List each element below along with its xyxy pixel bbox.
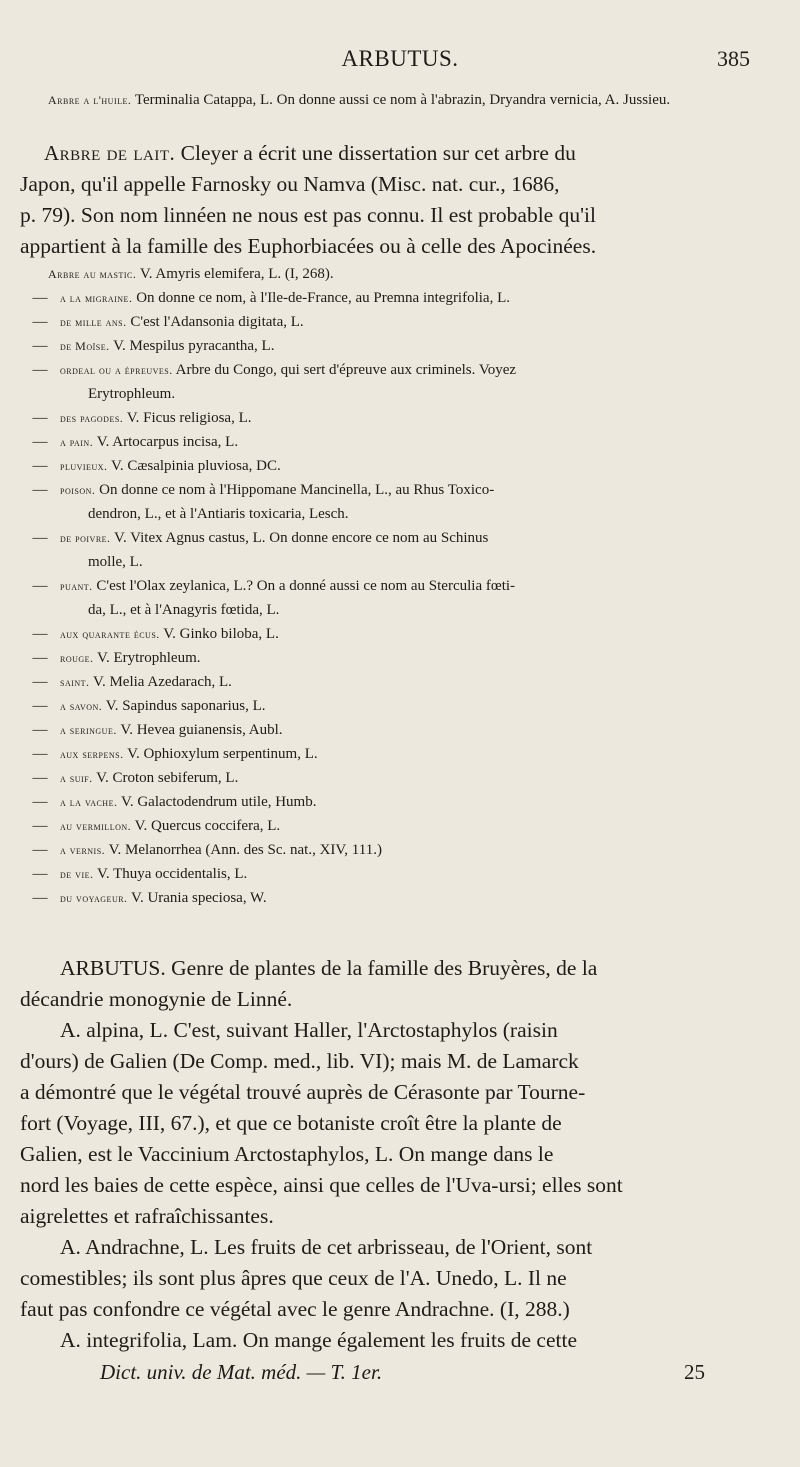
list-item — [20, 886, 772, 910]
list-item — [20, 718, 772, 742]
entry-lead: pluvieux. — [60, 459, 108, 473]
dash-mark: — — [32, 650, 48, 666]
entry-lead: de Moïse. — [60, 339, 110, 353]
article-line: A. alpina, L. C'est, suivant Haller, l'Arctostaphylos (raisin — [60, 1018, 558, 1042]
list-item — [20, 310, 772, 334]
entry-text: Arbre du Congo, qui sert d'épreuve aux criminels. Voyez — [175, 362, 517, 378]
article-line: Galien, est le Vaccinium Arctostaphylos, L. On mange dans le — [20, 1142, 554, 1166]
entry-lead: de mille ans. — [60, 315, 127, 329]
entry-line: Japon, qu'il appelle Farnosky ou Namva (Misc. nat. cur., 1686, — [20, 172, 560, 196]
dash-mark: — — [32, 770, 48, 786]
list-item — [20, 286, 772, 310]
entry-lead: de vie. — [60, 867, 94, 881]
entry-lead: aux serpens. — [60, 747, 124, 761]
entry-arbre-de-lait — [20, 138, 772, 262]
dash-mark: — — [32, 362, 48, 378]
entry-text: V. Melia Azedarach, L. — [93, 674, 232, 690]
dash-mark: — — [32, 866, 48, 882]
entry-arbre-huile — [20, 88, 772, 112]
entry-text: C'est l'Adansonia digitata, L. — [130, 314, 304, 330]
entry-text: V. Vitex Agnus castus, L. On donne encore ce nom au Schinus — [114, 530, 489, 546]
entry-lead: a seringue. — [60, 723, 117, 737]
entry-lead: saint. — [60, 675, 90, 689]
article-line: comestibles; ils sont plus âpres que ceux de l'A. Unedo, L. Il ne — [20, 1266, 567, 1290]
article-line: a démontré que le végétal trouvé auprès de Cérasonte par Tourne- — [20, 1080, 586, 1104]
entry-lead: a savon. — [60, 699, 103, 713]
entry-lead: aux quarante écus. — [60, 627, 160, 641]
dash-mark: — — [32, 746, 48, 762]
list-item — [20, 430, 772, 454]
running-head — [0, 46, 800, 76]
entry-text: V. Cæsalpinia pluviosa, DC. — [110, 458, 281, 474]
dash-mark: — — [32, 314, 48, 330]
article-line: ARBUTUS. Genre de plantes de la famille des Bruyères, de la — [60, 956, 598, 980]
arbre-list — [20, 262, 772, 910]
entry-lead: de poivre. — [60, 531, 111, 545]
entry-lead: Arbre de lait. — [44, 141, 176, 165]
entry-text: V. Ginko biloba, L. — [163, 626, 279, 642]
entry-text: V. Amyris elemifera, L. (I, 268). — [139, 266, 334, 282]
dash-mark: — — [32, 410, 48, 426]
entry-lead: Arbre a l'huile. — [48, 93, 132, 107]
list-item — [20, 262, 772, 286]
list-item — [20, 646, 772, 670]
list-item — [20, 694, 772, 718]
list-item — [20, 838, 772, 862]
entry-line: Cleyer a écrit une dissertation sur cet arbre du — [180, 141, 576, 165]
entry-text: V. Thuya occidentalis, L. — [96, 866, 248, 882]
entry-text: V. Ophioxylum serpentinum, L. — [127, 746, 318, 762]
entry-line: p. 79). Son nom linnéen ne nous est pas connu. Il est probable qu'il — [20, 203, 596, 227]
entry-continuation: Erytrophleum. — [88, 386, 176, 402]
entry-continuation: molle, L. — [88, 554, 143, 570]
page-title: ARBUTUS. — [341, 46, 459, 71]
entry-text: V. Hevea guianensis, Aubl. — [120, 722, 283, 738]
entry-text: V. Croton sebiferum, L. — [96, 770, 239, 786]
entry-lead: a pain. — [60, 435, 94, 449]
dash-mark: — — [32, 530, 48, 546]
list-item — [20, 334, 772, 358]
entry-lead: rouge. — [60, 651, 94, 665]
entry-text: V. Erytrophleum. — [97, 650, 201, 666]
entry-lead: poison. — [60, 483, 96, 497]
article-line: fort (Voyage, III, 67.), et que ce botaniste croît être la plante de — [20, 1111, 562, 1135]
list-item — [20, 742, 772, 766]
entry-lead: ordeal ou a épreuves. — [60, 363, 173, 377]
entry-lead: a la vache. — [60, 795, 118, 809]
article-line: A. integrifolia, Lam. On mange également les fruits de cette — [60, 1328, 578, 1352]
arbutus-article — [20, 953, 772, 1356]
entry-text: V. Urania speciosa, W. — [131, 890, 267, 906]
dash-mark: — — [32, 794, 48, 810]
list-item — [20, 622, 772, 646]
dash-mark: — — [32, 842, 48, 858]
signature-mark: 25 — [684, 1360, 705, 1384]
dash-mark: — — [32, 818, 48, 834]
entry-text: V. Sapindus saponarius, L. — [105, 698, 266, 714]
list-item — [20, 478, 772, 502]
dash-mark: — — [32, 458, 48, 474]
article-line: décandrie monogynie de Linné. — [20, 987, 293, 1011]
entry-line: appartient à la famille des Euphorbiacées ou à celle des Apocinées. — [20, 234, 597, 258]
list-item — [20, 670, 772, 694]
entry-text: On donne ce nom, à l'Ile-de-France, au Premna integrifolia, L. — [136, 290, 511, 306]
dash-mark: — — [32, 626, 48, 642]
article-line: A. Andrachne, L. Les fruits de cet arbrisseau, de l'Orient, sont — [60, 1235, 593, 1259]
entry-text: V. Melanorrhea (Ann. des Sc. nat., XIV, 111.) — [108, 842, 382, 858]
entry-text: Terminalia Catappa, L. On donne aussi ce nom à l'abrazin, Dryandra vernicia, A. Jussieu. — [134, 92, 671, 108]
list-item — [20, 406, 772, 430]
list-item — [20, 574, 772, 598]
dash-mark: — — [32, 338, 48, 354]
page-number: 385 — [717, 46, 750, 71]
entry-text: V. Mespilus pyracantha, L. — [113, 338, 275, 354]
dash-mark: — — [32, 722, 48, 738]
entry-lead: a suif. — [60, 771, 93, 785]
entry-lead: du voyageur. — [60, 891, 128, 905]
entry-lead: puant. — [60, 579, 93, 593]
list-item — [20, 526, 772, 550]
entry-lead: Arbre au mastic. — [48, 267, 137, 281]
entry-continuation: dendron, L., et à l'Antiaris toxicaria, Lesch. — [88, 506, 349, 522]
entry-text: On donne ce nom à l'Hippomane Mancinella, L., au Rhus Toxico- — [99, 482, 495, 498]
article-line: faut pas confondre ce végétal avec le genre Andrachne. (I, 288.) — [20, 1297, 570, 1321]
article-line: aigrelettes et rafraîchissantes. — [20, 1204, 274, 1228]
entry-lead: au vermillon. — [60, 819, 132, 833]
entry-text: V. Quercus coccifera, L. — [134, 818, 281, 834]
entry-lead: des pagodes. — [60, 411, 124, 425]
list-item — [20, 814, 772, 838]
article-line: nord les baies de cette espèce, ainsi que celles de l'Uva-ursi; elles sont — [20, 1173, 623, 1197]
dash-mark: — — [32, 698, 48, 714]
dash-mark: — — [32, 434, 48, 450]
list-item — [20, 766, 772, 790]
dash-mark: — — [32, 482, 48, 498]
entry-continuation: da, L., et à l'Anagyris fœtida, L. — [88, 602, 280, 618]
entry-text: V. Artocarpus incisa, L. — [96, 434, 239, 450]
entry-text: V. Ficus religiosa, L. — [126, 410, 252, 426]
entry-lead: a vernis. — [60, 843, 106, 857]
dash-mark: — — [32, 290, 48, 306]
list-item — [20, 790, 772, 814]
entry-text: C'est l'Olax zeylanica, L.? On a donné aussi ce nom au Sterculia fœti- — [96, 578, 516, 594]
entry-lead: a la migraine. — [60, 291, 133, 305]
entry-text: V. Galactodendrum utile, Humb. — [120, 794, 317, 810]
dash-mark: — — [32, 890, 48, 906]
list-item — [20, 454, 772, 478]
dash-mark: — — [32, 674, 48, 690]
article-line: d'ours) de Galien (De Comp. med., lib. VI); mais M. de Lamarck — [20, 1049, 579, 1073]
list-item — [20, 358, 772, 382]
dash-mark: — — [32, 578, 48, 594]
footer-reference: Dict. univ. de Mat. méd. — T. 1er. — [100, 1360, 383, 1384]
list-item — [20, 862, 772, 886]
